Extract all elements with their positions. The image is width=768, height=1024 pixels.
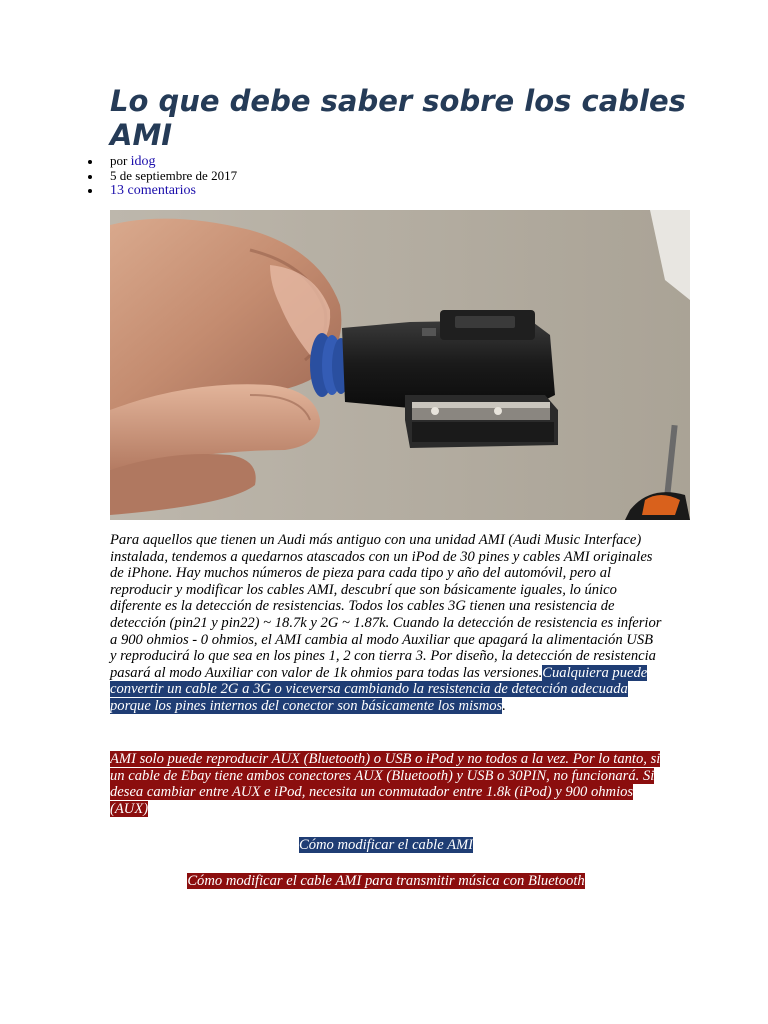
highlighted-note: Cualquiera puede convertir un cable 2G a 3G o viceversa cambiando la resistencia de detección adecuada porque los pines internos del conector son básicamente los mismos (110, 664, 648, 714)
comments-link[interactable]: 13 comentarios (110, 183, 196, 198)
meta-date: 5 de septiembre de 2017 (87, 169, 237, 183)
ami-limits-part2: Por lo tanto, si un cable de Ebay tiene ambos conectores AUX (Bluetooth) y USB o 30PIN, no funcionará. Si desea cambiar entre AUX e iPod, necesita un conmutador entre 1.8k (iPod) y 900 ohmios (AUX) (110, 751, 661, 817)
ami-limits-paragraph (110, 751, 662, 817)
author-link[interactable]: idog (130, 154, 156, 169)
modify-cable-link[interactable]: Cómo modificar el cable AMI (298, 837, 473, 853)
meta-comments (87, 183, 237, 198)
article-title: Lo que debe saber sobre los cables AMI (110, 84, 686, 152)
article-photo (110, 210, 690, 520)
intro-paragraph (110, 532, 662, 715)
ami-limits-part1: AMI solo puede reproducir AUX (Bluetooth) o USB o iPod y no todos a la vez. (110, 751, 570, 767)
modify-cable-line (110, 837, 662, 854)
meta-author (87, 154, 237, 169)
author-prefix: por (110, 153, 131, 168)
ami-connector-photo (110, 210, 690, 520)
bluetooth-cable-link[interactable]: Cómo modificar el cable AMI para transmitir música con Bluetooth (187, 873, 585, 889)
post-meta (87, 154, 237, 198)
intro-end: . (502, 697, 506, 714)
bluetooth-cable-line (110, 873, 662, 890)
intro-text: Para aquellos que tienen un Audi más antiguo con una unidad AMI (Audi Music Interface) instalada, tendemos a quedarnos atascados con un iPod de 30 pines y cables AMI originales de iPhone. Hay muchos números de pieza para cada tipo y año del automóvil, pero al reproducir y modificar los cables AMI, descubrí que son básicamente iguales, lo único diferente es la detección de resistencias. Todos los cables 3G tienen una resistencia de detección (pin21 y pin22) ~ 18.7k y 2G ~ 1.87k. Cuando la detección de resistencia es inferior a 900 ohmios - 0 ohmios, el AMI cambia al modo Auxiliar que apagará la alimentación USB y reproducirá lo que sea en los pines 1, 2 con tierra 3. Por diseño, la detección de resistencia pasará al modo Auxiliar con valor de 1k ohmios para todas las versiones. (110, 532, 662, 681)
